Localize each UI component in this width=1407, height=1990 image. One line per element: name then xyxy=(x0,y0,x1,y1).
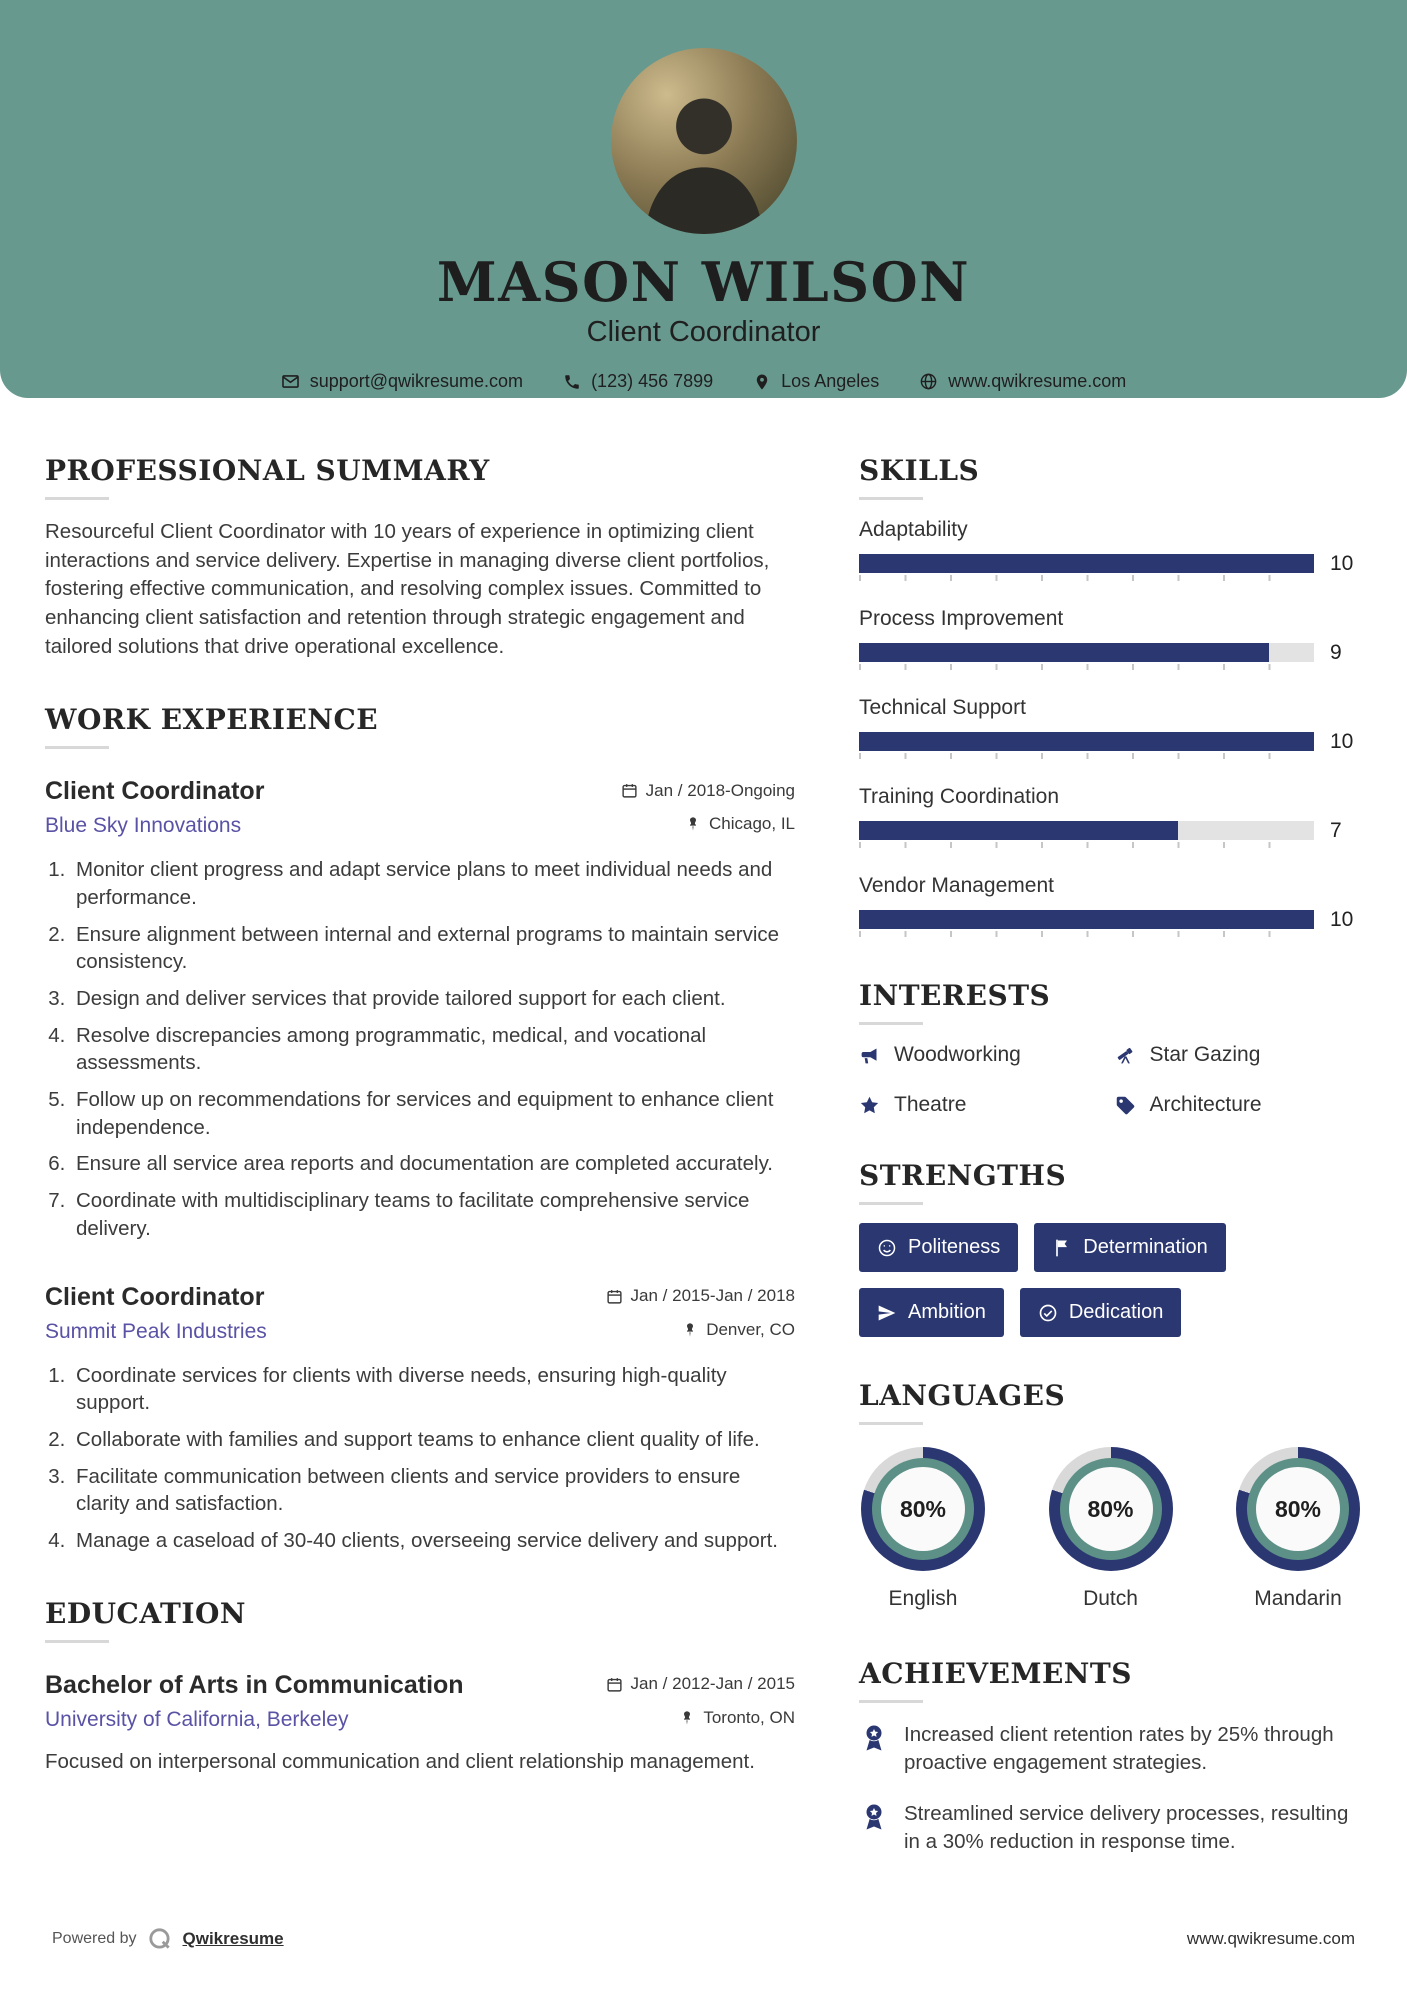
strength-label: Dedication xyxy=(1068,1301,1164,1323)
skills-heading: SKILLS xyxy=(859,454,1362,500)
language-percent: 80% xyxy=(1256,1467,1340,1551)
skill-bar xyxy=(859,732,1314,751)
job-dates-text: Jan / 2015-Jan / 2018 xyxy=(630,1286,795,1305)
skill-ticks xyxy=(859,575,1314,581)
language-item xyxy=(1236,1447,1360,1611)
languages-heading: LANGUAGES xyxy=(859,1379,1362,1425)
contact-phone-text: (123) 456 7899 xyxy=(591,371,714,391)
skill-name: Process Improvement xyxy=(859,607,1064,630)
job-bullet: 3. Design and deliver services that provide tailored support for each client. xyxy=(71,985,795,1013)
language-item xyxy=(1049,1447,1173,1611)
job-bullet: 1. Monitor client progress and adapt service plans to meet individual needs and performance. xyxy=(71,856,795,911)
strength-pill xyxy=(1020,1288,1182,1337)
strength-label: Politeness xyxy=(908,1236,1001,1258)
skill-item xyxy=(859,607,1362,670)
qwikresume-logo-icon xyxy=(147,1926,173,1952)
achievements-heading: ACHIEVEMENTS xyxy=(859,1657,1362,1703)
language-name: English xyxy=(888,1587,958,1610)
skill-ticks xyxy=(859,753,1314,759)
contact-row xyxy=(0,371,1407,392)
contact-website[interactable] xyxy=(919,371,1126,392)
interest-item xyxy=(859,1043,1107,1067)
achievement-text: Streamlined service delivery processes, resulting in a 30% reduction in response time. xyxy=(904,1801,1349,1853)
interest-item xyxy=(1115,1093,1363,1117)
strength-label: Ambition xyxy=(908,1301,986,1323)
medal-icon xyxy=(859,1802,889,1832)
person-silhouette-icon xyxy=(611,52,797,234)
job-company[interactable]: Summit Peak Industries xyxy=(45,1319,267,1343)
education-entry xyxy=(45,1671,795,1777)
job-bullet-list xyxy=(45,856,795,1242)
strengths-section xyxy=(859,1159,1362,1337)
contact-phone[interactable] xyxy=(563,371,713,392)
job-title: Client Coordinator xyxy=(45,777,265,806)
calendar-icon xyxy=(606,1288,623,1305)
medal-icon xyxy=(859,1723,889,1753)
skill-bar xyxy=(859,643,1314,662)
languages-section xyxy=(859,1379,1362,1615)
work-heading: WORK EXPERIENCE xyxy=(45,703,795,749)
work-experience-section xyxy=(45,703,795,1554)
strength-label: Determination xyxy=(1083,1236,1208,1258)
person-title: Client Coordinator xyxy=(586,316,821,348)
skill-ticks xyxy=(859,931,1314,937)
footer xyxy=(0,1926,1407,1952)
language-donut xyxy=(1049,1447,1173,1571)
telescope-icon xyxy=(1115,1045,1136,1066)
skill-value: 10 xyxy=(1330,552,1354,575)
education-dates-text: Jan / 2012-Jan / 2015 xyxy=(630,1674,795,1694)
education-dates xyxy=(606,1674,795,1694)
skill-item xyxy=(859,874,1362,937)
contact-email[interactable] xyxy=(281,371,523,392)
strength-pill xyxy=(1034,1223,1226,1272)
content-columns xyxy=(0,398,1407,1898)
strength-pill xyxy=(859,1288,1004,1337)
calendar-icon xyxy=(621,782,638,799)
email-icon xyxy=(281,372,300,391)
pushpin-icon xyxy=(679,1710,695,1726)
check-circle-icon xyxy=(1038,1303,1058,1323)
calendar-icon xyxy=(606,1676,623,1693)
skill-value: 9 xyxy=(1330,641,1342,664)
summary-text: Resourceful Client Coordinator with 10 years of experience in optimizing client interactions and service delivery. Expertise in managing diverse client portfolios, fostering effective communication, and resolving complex issues. Committed to enhancing client satisfaction and retention through strategic engagement and tailored solutions that drive operational excellence. xyxy=(45,520,770,658)
language-percent: 80% xyxy=(881,1467,965,1551)
language-donut xyxy=(1236,1447,1360,1571)
qwikresume-link[interactable]: Qwikresume xyxy=(182,1929,284,1948)
skill-name: Technical Support xyxy=(859,696,1026,719)
education-degree: Bachelor of Arts in Communication xyxy=(45,1670,464,1699)
interest-label: Star Gazing xyxy=(1149,1043,1261,1066)
summary-heading: PROFESSIONAL SUMMARY xyxy=(45,454,795,500)
powered-by-label: Powered by xyxy=(52,1930,137,1947)
job-bullet: 1. Coordinate services for clients with diverse needs, ensuring high-quality support. xyxy=(71,1362,795,1417)
job-bullet-list xyxy=(45,1362,795,1555)
contact-website-text: www.qwikresume.com xyxy=(948,371,1127,391)
job-bullet: 2. Ensure alignment between internal and external programs to maintain service consistency. xyxy=(71,921,795,976)
skill-name: Training Coordination xyxy=(859,785,1060,808)
interest-item xyxy=(1115,1043,1363,1067)
education-location xyxy=(679,1708,795,1728)
job-bullet: 3. Facilitate communication between clients and service providers to ensure clarity and satisfaction. xyxy=(71,1463,795,1518)
flag-icon xyxy=(1052,1238,1072,1258)
strengths-heading: STRENGTHS xyxy=(859,1159,1362,1205)
skill-ticks xyxy=(859,664,1314,670)
achievement-text: Increased client retention rates by 25% through proactive engagement strategies. xyxy=(904,1723,1334,1775)
interest-label: Theatre xyxy=(894,1093,967,1116)
skill-item xyxy=(859,518,1362,581)
skill-bar xyxy=(859,910,1314,929)
job-location-text: Denver, CO xyxy=(706,1319,795,1339)
pushpin-icon xyxy=(685,816,701,832)
skill-name: Adaptability xyxy=(859,518,968,541)
profile-photo xyxy=(611,48,797,234)
globe-icon xyxy=(919,372,938,391)
job-entry xyxy=(45,777,795,1242)
location-pin-icon xyxy=(753,373,771,391)
contact-email-text: support@qwikresume.com xyxy=(309,371,524,391)
language-item xyxy=(861,1447,985,1611)
achievement-item xyxy=(859,1800,1362,1857)
skill-value: 10 xyxy=(1330,730,1354,753)
interest-label: Architecture xyxy=(1149,1093,1262,1116)
megaphone-icon xyxy=(859,1045,880,1066)
skill-value: 10 xyxy=(1330,908,1354,931)
skill-value: 7 xyxy=(1330,819,1342,842)
tags-icon xyxy=(1115,1095,1136,1116)
header xyxy=(0,0,1407,398)
job-bullet: 5. Follow up on recommendations for services and equipment to enhance client independence. xyxy=(71,1086,795,1141)
language-name: Dutch xyxy=(1083,1587,1138,1610)
job-title: Client Coordinator xyxy=(45,1282,265,1311)
paper-plane-icon xyxy=(877,1303,897,1323)
skills-section xyxy=(859,454,1362,937)
education-description: Focused on interpersonal communication and client relationship management. xyxy=(45,1749,755,1773)
language-name: Mandarin xyxy=(1254,1587,1342,1610)
skill-name: Vendor Management xyxy=(859,874,1054,897)
job-location xyxy=(682,1320,795,1340)
achievement-item xyxy=(859,1721,1362,1778)
interest-item xyxy=(859,1093,1107,1117)
footer-website[interactable]: www.qwikresume.com xyxy=(1186,1929,1355,1948)
powered-by xyxy=(52,1926,284,1952)
education-heading: EDUCATION xyxy=(45,1597,795,1643)
job-location xyxy=(685,814,795,834)
skill-item xyxy=(859,785,1362,848)
skill-item xyxy=(859,696,1362,759)
job-bullet: 4. Resolve discrepancies among programmatic, medical, and vocational assessments. xyxy=(71,1022,795,1077)
pushpin-icon xyxy=(682,1322,698,1338)
contact-location-text: Los Angeles xyxy=(781,371,880,391)
contact-location xyxy=(753,371,879,392)
job-bullet: 4. Manage a caseload of 30-40 clients, overseeing service delivery and support. xyxy=(71,1527,795,1555)
strength-pill xyxy=(859,1223,1018,1272)
star-icon xyxy=(859,1095,880,1116)
education-location-text: Toronto, ON xyxy=(703,1707,795,1727)
interests-heading: INTERESTS xyxy=(859,979,1362,1025)
job-dates xyxy=(621,781,795,801)
job-location-text: Chicago, IL xyxy=(709,814,795,834)
job-entry xyxy=(45,1283,795,1555)
language-percent: 80% xyxy=(1069,1467,1153,1551)
interests-section xyxy=(859,979,1362,1117)
job-dates-text: Jan / 2018-Ongoing xyxy=(645,780,795,800)
right-column xyxy=(859,454,1362,1898)
skill-bar xyxy=(859,821,1314,840)
language-donut xyxy=(861,1447,985,1571)
job-dates xyxy=(606,1286,795,1306)
skill-bar xyxy=(859,554,1314,573)
achievements-section xyxy=(859,1657,1362,1856)
interest-label: Woodworking xyxy=(894,1043,1021,1066)
summary-section xyxy=(45,454,795,661)
education-section xyxy=(45,1597,795,1777)
job-company[interactable]: Blue Sky Innovations xyxy=(45,814,242,838)
job-bullet: 2. Collaborate with families and support teams to enhance client quality of life. xyxy=(71,1426,795,1454)
job-bullet: 6. Ensure all service area reports and documentation are completed accurately. xyxy=(71,1150,795,1178)
left-column xyxy=(45,454,795,1898)
skill-ticks xyxy=(859,842,1314,848)
education-school[interactable]: University of California, Berkeley xyxy=(45,1707,349,1731)
job-bullet: 7. Coordinate with multidisciplinary teams to facilitate comprehensive service delivery. xyxy=(71,1187,795,1242)
phone-icon xyxy=(563,373,581,391)
smiley-icon xyxy=(877,1238,897,1258)
person-name: MASON WILSON xyxy=(436,250,971,314)
